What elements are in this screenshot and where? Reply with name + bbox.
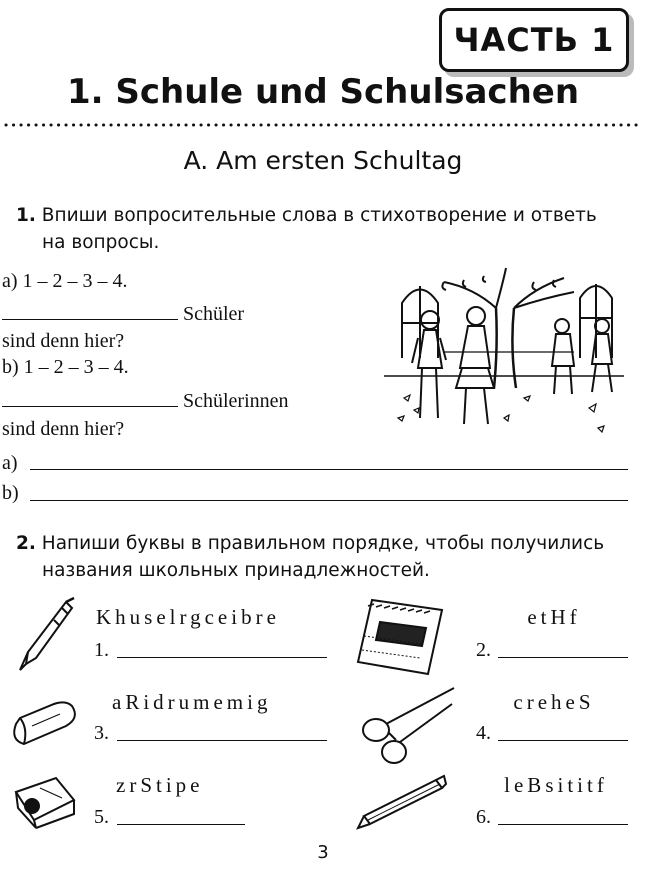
poem-b-count: b) 1 – 2 – 3 – 4. bbox=[2, 356, 129, 378]
poem-a-blank[interactable] bbox=[2, 319, 178, 320]
task1-instruction bbox=[16, 202, 597, 229]
scramble-1: Khuselrgceibre bbox=[96, 605, 280, 629]
task2-instruction-line1: Напиши буквы в правильном порядке, чтобы получились bbox=[41, 533, 605, 554]
schoolyard-illustration bbox=[384, 268, 624, 440]
dotted-divider bbox=[4, 120, 640, 130]
item-number-3: 3. bbox=[94, 722, 109, 744]
pencil-icon bbox=[356, 776, 448, 830]
part-badge: ЧАСТЬ 1 bbox=[439, 8, 629, 72]
task2-number: 2. bbox=[16, 533, 36, 554]
scramble-5: zrStipe bbox=[116, 773, 204, 797]
page-number: 3 bbox=[317, 842, 329, 863]
item-number-2: 2. bbox=[476, 639, 491, 661]
poem-a-word: Schüler bbox=[183, 303, 245, 325]
scramble-3: aRidrumemig bbox=[112, 690, 272, 714]
answer-line-6[interactable] bbox=[498, 824, 628, 825]
poem-a-count: a) 1 – 2 – 3 – 4. bbox=[2, 270, 128, 292]
scramble-4: creheS bbox=[513, 690, 595, 714]
sharpener-icon bbox=[10, 770, 80, 830]
item-number-5: 5. bbox=[94, 806, 109, 828]
answer-line-2[interactable] bbox=[498, 657, 628, 658]
answer-a-line[interactable] bbox=[30, 469, 628, 470]
poem-a-end: sind denn hier? bbox=[2, 330, 125, 352]
notebook-icon bbox=[352, 596, 448, 678]
answer-b-line[interactable] bbox=[30, 500, 628, 501]
answer-line-4[interactable] bbox=[498, 740, 628, 741]
scramble-2: etHf bbox=[527, 605, 581, 629]
answer-line-3[interactable] bbox=[117, 740, 327, 741]
chapter-title: 1. Schule und Schulsachen bbox=[66, 72, 580, 112]
section-title: A. Am ersten Schultag bbox=[183, 146, 463, 175]
answer-b-label: b) bbox=[2, 482, 19, 504]
eraser-icon bbox=[8, 700, 80, 748]
scramble-6: leBsititf bbox=[504, 773, 608, 797]
item-number-4: 4. bbox=[476, 722, 491, 744]
poem-a-line bbox=[2, 303, 244, 326]
answer-line-5[interactable] bbox=[117, 824, 245, 825]
item-number-1: 1. bbox=[94, 639, 109, 661]
pen-icon bbox=[14, 598, 78, 674]
answer-a-label: a) bbox=[2, 452, 18, 474]
task1-instruction-line1: Впиши вопросительные слова в стихотворение и ответь bbox=[41, 205, 597, 226]
task2-instruction bbox=[16, 530, 604, 557]
task2-instruction-line2: названия школьных принадлежностей. bbox=[42, 560, 430, 581]
item-number-6: 6. bbox=[476, 806, 491, 828]
poem-b-end: sind denn hier? bbox=[2, 418, 125, 440]
poem-b-word: Schülerinnen bbox=[183, 390, 289, 412]
task1-number: 1. bbox=[16, 205, 36, 226]
poem-b-blank[interactable] bbox=[2, 406, 178, 407]
scissors-icon bbox=[356, 686, 458, 766]
poem-b-line bbox=[2, 390, 289, 413]
task1-instruction-line2: на вопросы. bbox=[42, 232, 160, 253]
answer-line-1[interactable] bbox=[117, 657, 327, 658]
